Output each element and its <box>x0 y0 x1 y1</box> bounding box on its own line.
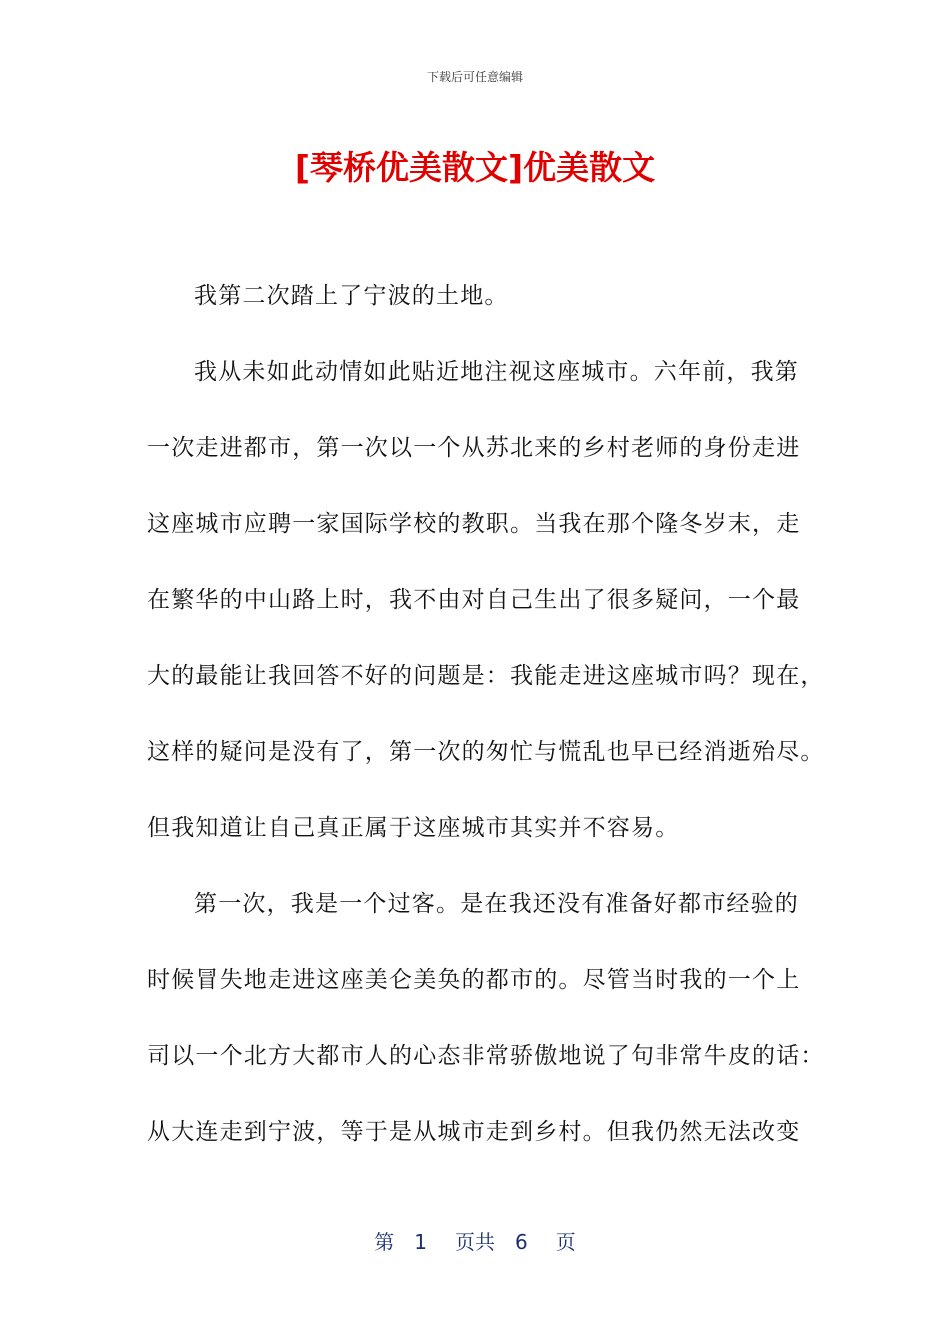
footer-suffix: 页 <box>555 1230 576 1254</box>
paragraph-line: 在繁华的中山路上时，我不由对自己生出了很多疑问，一个最 <box>147 587 801 613</box>
current-page-number: 1 <box>414 1230 427 1254</box>
paragraph-line: 但我知道让自己真正属于这座城市其实并不容易。 <box>147 815 680 841</box>
paragraph-line: 司以一个北方大都市人的心态非常骄傲地说了句非常牛皮的话： <box>147 1043 825 1069</box>
paragraph-line: 这座城市应聘一家国际学校的教职。当我在那个隆冬岁末，走 <box>147 511 801 537</box>
document-title: [琴桥优美散文]优美散文 <box>294 148 656 187</box>
total-page-count: 6 <box>515 1230 528 1254</box>
paragraph-line: 从大连走到宁波，等于是从城市走到乡村。但我仍然无法改变 <box>147 1119 801 1145</box>
paragraph-line: 我第二次踏上了宁波的土地。 <box>194 283 509 309</box>
paragraph-line: 大的最能让我回答不好的问题是：我能走进这座城市吗？现在， <box>147 663 825 689</box>
footer-prefix: 第 <box>374 1230 395 1254</box>
footer-middle: 页共 <box>455 1230 495 1254</box>
page-footer <box>0 1226 950 1255</box>
paragraph-line: 时候冒失地走进这座美仑美奂的都市的。尽管当时我的一个上 <box>147 967 801 993</box>
paragraph-line: 这样的疑问是没有了，第一次的匆忙与慌乱也早已经消逝殆尽。 <box>147 739 825 765</box>
paragraph-line: 我从未如此动情如此贴近地注视这座城市。六年前，我第 <box>194 359 799 385</box>
header-note: 下载后可任意编辑 <box>426 70 523 84</box>
paragraph-line: 一次走进都市，第一次以一个从苏北来的乡村老师的身份走进 <box>147 435 801 461</box>
paragraph-line: 第一次，我是一个过客。是在我还没有准备好都市经验的 <box>194 891 799 917</box>
document-body <box>147 268 825 1180</box>
